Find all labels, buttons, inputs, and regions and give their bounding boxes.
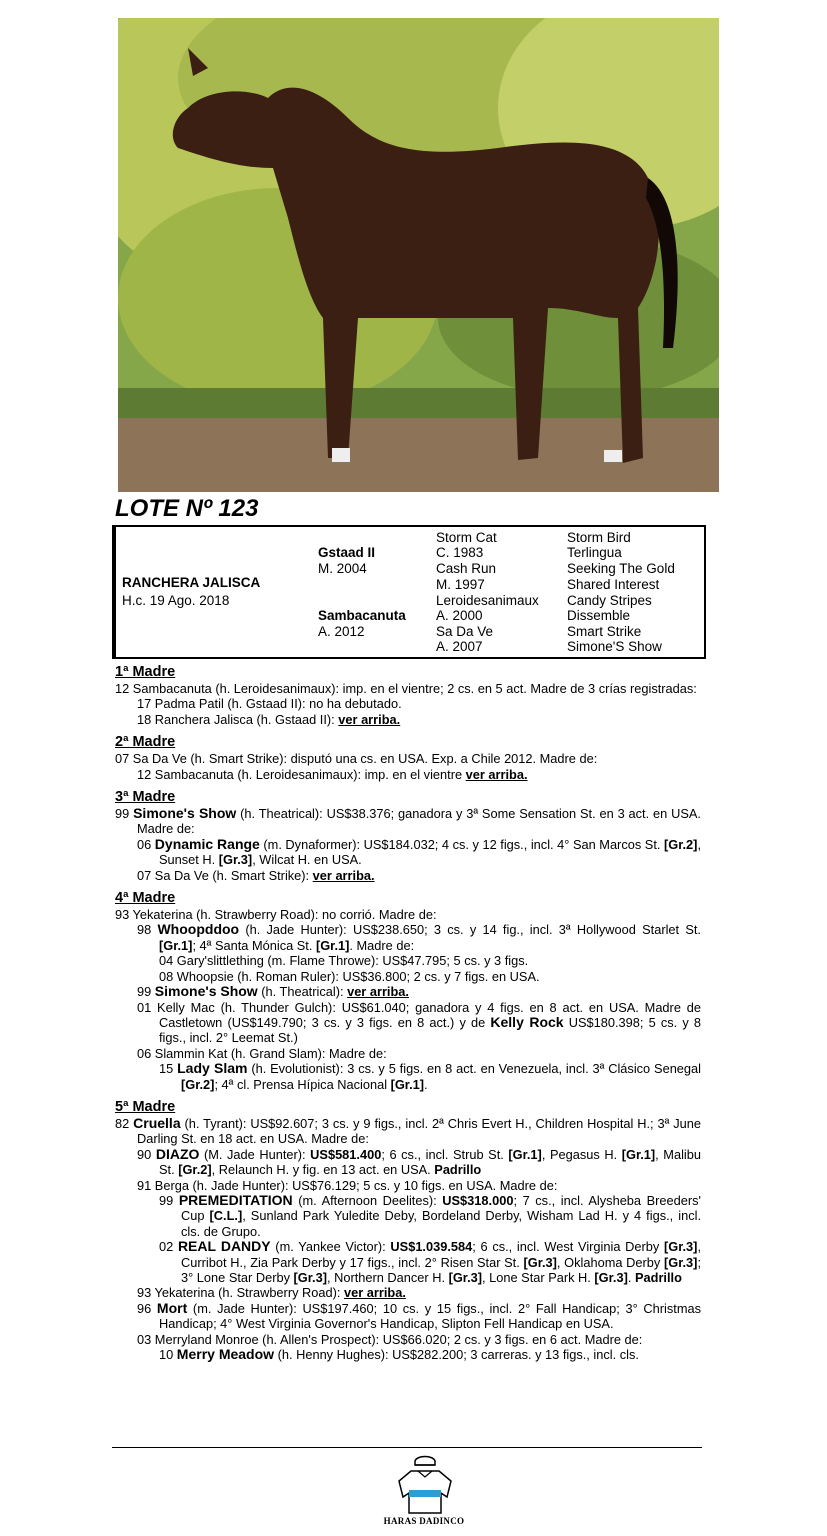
brand-name: HARAS DADINCO	[383, 1516, 465, 1526]
section-heading: 4ª Madre	[115, 890, 176, 907]
family-entry: 90 DIAZO (M. Jade Hunter): US$581.400; 6 cs., incl. Strub St. [Gr.1], Pegasus H. [Gr.1], Malibu St. [Gr.2], Relaunch H. y fig. en 13 act. en USA. Padrillo	[137, 1145, 702, 1178]
g3-cell: M. 1997	[436, 577, 485, 592]
family-entry: 12 Sambacanuta (h. Leroidesanimaux): imp. en el vientre; 2 cs. en 5 act. Madre de 3 crías registradas:	[115, 681, 697, 696]
family-entry: 91 Berga (h. Jade Hunter): US$76.129; 5 cs. y 10 figs. en USA. Madre de:	[137, 1177, 558, 1193]
g4-cell: Terlingua	[567, 545, 622, 560]
g4-cell: Shared Interest	[567, 577, 660, 592]
family-entry: 03 Merryland Monroe (h. Allen's Prospect): US$66.020; 2 cs. y 3 figs. en 6 act. Madre de:	[137, 1331, 643, 1347]
logo-band	[409, 1490, 441, 1497]
ver-arriba-link[interactable]: ver arriba.	[465, 766, 528, 782]
family-entry: 07 Sa Da Ve (h. Smart Strike): disputó una cs. en USA. Exp. a Chile 2012. Madre de:	[115, 751, 598, 767]
g4-cell: Candy Stripes	[567, 593, 652, 608]
ver-arriba-link[interactable]: ver arriba.	[338, 711, 401, 727]
g4-cell: Smart Strike	[567, 624, 642, 639]
g3-cell: A. 2000	[436, 608, 483, 623]
family-entry: 06 Slammin Kat (h. Grand Slam): Madre de:	[137, 1045, 387, 1061]
ver-arriba-link[interactable]: ver arriba.	[312, 867, 375, 883]
horse-info: H.c. 19 Ago. 2018	[122, 593, 230, 608]
g4-cell: Simone'S Show	[567, 639, 662, 654]
g4-cell: Storm Bird	[567, 530, 631, 545]
family-entry: 06 Dynamic Range (m. Dynaformer): US$184.032; 4 cs. y 12 figs., incl. 4° San Marcos St. [Gr.2], Sunset H. [Gr.3], Wilcat H. en USA.	[137, 835, 701, 868]
family-entry: 18 Ranchera Jalisca (h. Gstaad II): ver arriba.	[137, 711, 401, 727]
pedigree-table	[112, 525, 706, 659]
sire-name: Gstaad II	[318, 545, 376, 560]
dam-name: Sambacanuta	[318, 608, 406, 623]
family-entry: 12 Sambacanuta (h. Leroidesanimaux): imp. en el vientre ver arriba.	[137, 766, 528, 782]
family-entry: 93 Yekaterina (h. Strawberry Road): ver arriba.	[137, 1285, 406, 1301]
horse-photo	[118, 18, 719, 492]
ver-arriba-link[interactable]: ver arriba.	[344, 1285, 406, 1301]
section-heading: 3ª Madre	[115, 789, 176, 806]
family-entry: 99 Simone's Show (h. Theatrical): US$38.376; ganadora y 3ª Some Sensation St. en 3 act. en USA. Madre de:	[115, 805, 701, 837]
family-entry: 07 Sa Da Ve (h. Smart Strike): ver arriba.	[137, 867, 375, 883]
family-entry: 17 Padma Patil (h. Gstaad II): no ha debutado.	[137, 696, 402, 712]
g3-cell: A. 2007	[436, 639, 483, 654]
ver-arriba-link[interactable]: ver arriba.	[347, 984, 409, 1000]
family-entry: 08 Whoopsie (h. Roman Ruler): US$36.800; 2 cs. y 7 figs. en USA.	[159, 968, 540, 984]
family-entry: 10 Merry Meadow (h. Henny Hughes): US$282.200; 3 carreras. y 13 figs., incl. cls.	[159, 1346, 639, 1363]
g3-cell: Sa Da Ve	[436, 624, 494, 639]
dam-info: A. 2012	[318, 624, 365, 639]
section-heading: 5ª Madre	[115, 1098, 176, 1115]
family-entry: 93 Yekaterina (h. Strawberry Road): no corrió. Madre de:	[115, 907, 437, 923]
lot-title: LOTE Nº 123	[115, 495, 259, 522]
g3-cell: Cash Run	[436, 561, 497, 576]
family-entry: 98 Whoopddoo (h. Jade Hunter): US$238.650; 3 cs. y 14 fig., incl. 3ª Hollywood Starlet St. [Gr.1]; 4ª Santa Mónica St. [Gr.1]. Madre de:	[137, 921, 701, 953]
family-entry: 82 Cruella (h. Tyrant): US$92.607; 3 cs. y 9 figs., incl. 2ª Chris Evert H., Children Hospital H.; 3ª June Darling St. en 18 act. en USA. Madre de:	[115, 1114, 701, 1147]
family-entry: 01 Kelly Mac (h. Thunder Gulch): US$61.040; ganadora y 4 figs. en 8 act. en USA. Madre de Castletown (US$149.790; 3 cs. y 3 figs. en 8 act.) y de Kelly Rock US$180.398; 5 cs. y 8 figs., incl. 2° Leemat St.)	[137, 999, 702, 1046]
section-heading: 1ª Madre	[115, 664, 176, 680]
g4-cell: Dissemble	[567, 608, 631, 623]
sire-info: M. 2004	[318, 561, 367, 576]
family-entry: 99 Simone's Show (h. Theatrical): ver arriba.	[137, 983, 409, 1000]
footer-divider	[112, 1447, 702, 1448]
g4-cell: Seeking The Gold	[567, 561, 675, 576]
g3-cell: Leroidesanimaux	[436, 593, 539, 608]
family-entry: 04 Gary'slittlething (m. Flame Throwe): US$47.795; 5 cs. y 3 figs.	[159, 953, 529, 969]
family-entry: 15 Lady Slam (h. Evolutionist): 3 cs. y 5 figs. en 8 act. en Venezuela, incl. 3ª Clásico Senegal [Gr.2]; 4ª cl. Prensa Hípica Nacional [Gr.1].	[159, 1060, 702, 1092]
family-entry: 96 Mort (m. Jade Hunter): US$197.460; 10 cs. y 15 figs., incl. 2° Fall Handicap; 3° Christmas Handicap; 4° West Virginia Governor's Handicap, Slipton Fell Handicap en USA.	[137, 1299, 701, 1332]
family-entry: 99 PREMEDITATION (m. Afternoon Deelites): US$318.000; 7 cs., incl. Alysheba Breeders' Cup [C.L.], Sunland Park Yuledite Deby, Bordeland Derby, Wisham Lad H. y 4 figs., incl. cls. de Grupo.	[159, 1191, 701, 1239]
section-heading: 2ª Madre	[115, 734, 176, 751]
g3-cell: Storm Cat	[436, 530, 497, 545]
family-entry: 02 REAL DANDY (m. Yankee Victor): US$1.039.584; 6 cs., incl. West Virginia Derby [Gr.3], Curribot H., Zia Park Derby y 17 figs., incl. 2° Risen Star St. [Gr.3], Oklahoma Derby [Gr.3]; 3° Lone Star Derby [Gr.3], Northern Dancer H. [Gr.3], Lone Star Park H. [Gr.3]. Padrillo	[159, 1238, 701, 1285]
family-notes	[115, 664, 701, 1362]
horse-name: RANCHERA JALISCA	[122, 575, 261, 590]
g3-cell: C. 1983	[436, 545, 484, 560]
